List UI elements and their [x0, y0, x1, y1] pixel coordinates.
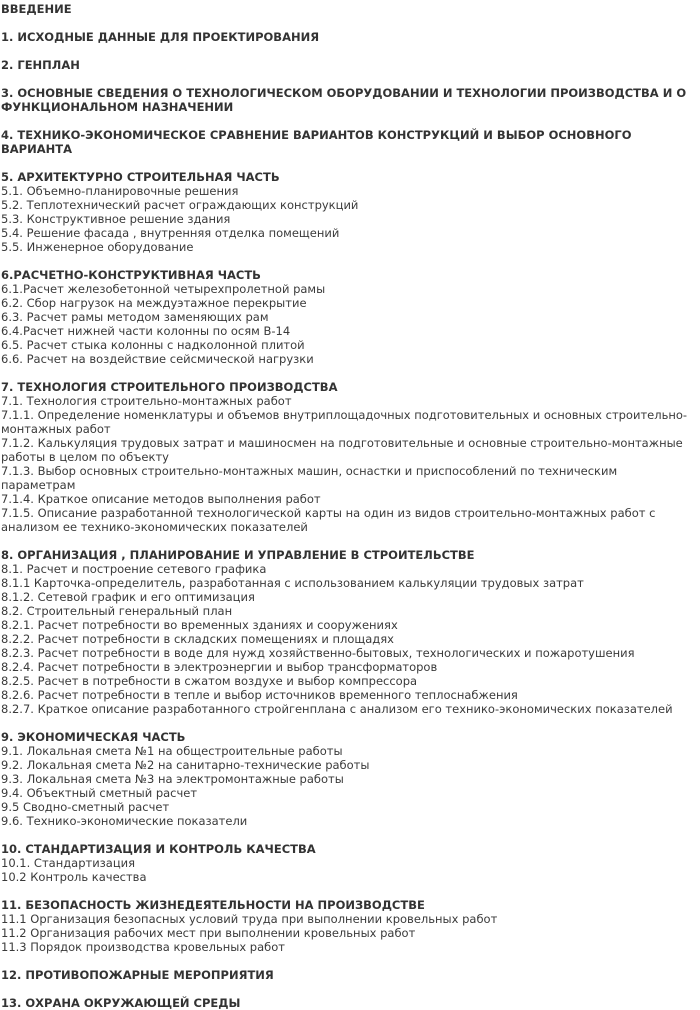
toc-section: [1, 128, 694, 156]
toc-section: [1, 842, 694, 884]
subsection-item: 9.3. Локальная смета №3 на электромонтажные работы: [1, 772, 344, 786]
toc-section: [1, 380, 694, 534]
subsection-item: 7.1.2. Калькуляция трудовых затрат и машиносмен на подготовительные и основные строительно-монтажные работы в целом по объекту: [1, 436, 683, 464]
subsection-item: 8.2.6. Расчет потребности в тепле и выбор источников временного теплоснабжения: [1, 688, 518, 702]
section-heading: 2. ГЕНПЛАН: [1, 58, 80, 72]
toc-section: [1, 58, 694, 72]
section-heading: 10. СТАНДАРТИЗАЦИЯ И КОНТРОЛЬ КАЧЕСТВА: [1, 842, 316, 856]
section-heading: 3. ОСНОВНЫЕ СВЕДЕНИЯ О ТЕХНОЛОГИЧЕСКОМ ОБОРУДОВАНИИ И ТЕХНОЛОГИИ ПРОИЗВОДСТВА И О ФУНКЦИОНАЛЬНОМ НАЗНАЧЕНИИ: [1, 86, 687, 114]
subsection-item: 9.5 Сводно-сметный расчет: [1, 800, 170, 814]
subsection-item: 11.3 Порядок производства кровельных работ: [1, 940, 285, 954]
subsection-item: 11.1 Организация безопасных условий труда при выполнении кровельных работ: [1, 912, 498, 926]
section-heading: 13. ОХРАНА ОКРУЖАЮЩЕЙ СРЕДЫ: [1, 996, 241, 1010]
subsection-item: 9.4. Объектный сметный расчет: [1, 786, 198, 800]
subsection-item: 7.1.3. Выбор основных строительно-монтажных машин, оснастки и приспособлений по техническим параметрам: [1, 464, 618, 492]
subsection-item: 7.1.1. Определение номенклатуры и объемов внутриплощадочных подготовительных и основных строительно-монтажных работ: [1, 408, 688, 436]
subsection-item: 6.4.Расчет нижней части колонны по осям В-14: [1, 324, 291, 338]
subsection-item: 5.4. Решение фасада , внутренняя отделка помещений: [1, 226, 340, 240]
subsection-item: 8.2.5. Расчет в потребности в сжатом воздухе и выбор компрессора: [1, 674, 418, 688]
subsection-item: 6.1.Расчет железобетонной четырехпролетной рамы: [1, 282, 326, 296]
subsection-item: 8.2.2. Расчет потребности в складских помещениях и площадях: [1, 632, 394, 646]
toc-section: [1, 548, 694, 716]
section-heading: 4. ТЕХНИКО-ЭКОНОМИЧЕСКОЕ СРАВНЕНИЕ ВАРИАНТОВ КОНСТРУКЦИЙ И ВЫБОР ОСНОВНОГО ВАРИАНТА: [1, 128, 632, 156]
subsection-item: 8.1. Расчет и построение сетевого графика: [1, 562, 267, 576]
subsection-item: 7.1.5. Описание разработанной технологической карты на один из видов строительно-монтажных работ с анализом ее технико-экономических показателей: [1, 506, 656, 534]
subsection-item: 6.3. Расчет рамы методом заменяющих рам: [1, 310, 269, 324]
subsection-item: 10.1. Стандартизация: [1, 856, 136, 870]
section-heading: 7. ТЕХНОЛОГИЯ СТРОИТЕЛЬНОГО ПРОИЗВОДСТВА: [1, 380, 338, 394]
subsection-item: 9.2. Локальная смета №2 на санитарно-технические работы: [1, 758, 370, 772]
subsection-item: 5.2. Теплотехнический расчет ограждающих конструкций: [1, 198, 359, 212]
toc-section: [1, 730, 694, 828]
subsection-item: 8.2.1. Расчет потребности во временных зданиях и сооружениях: [1, 618, 398, 632]
subsection-item: 9.1. Локальная смета №1 на общестроительные работы: [1, 744, 343, 758]
toc-section: [1, 2, 694, 16]
subsection-item: 9.6. Технико-экономические показатели: [1, 814, 248, 828]
toc-section: [1, 968, 694, 982]
toc-section: [1, 30, 694, 44]
subsection-item: 8.2. Строительный генеральный план: [1, 604, 233, 618]
toc-section: [1, 996, 694, 1010]
section-heading: 1. ИСХОДНЫЕ ДАННЫЕ ДЛЯ ПРОЕКТИРОВАНИЯ: [1, 30, 320, 44]
section-heading: 12. ПРОТИВОПОЖАРНЫЕ МЕРОПРИЯТИЯ: [1, 968, 274, 982]
section-heading: 11. БЕЗОПАСНОСТЬ ЖИЗНЕДЕЯТЕЛЬНОСТИ НА ПРОИЗВОДСТВЕ: [1, 898, 425, 912]
section-heading: 9. ЭКОНОМИЧЕСКАЯ ЧАСТЬ: [1, 730, 186, 744]
toc-section: [1, 170, 694, 254]
subsection-item: 7.1.4. Краткое описание методов выполнения работ: [1, 492, 321, 506]
toc-section: [1, 268, 694, 366]
subsection-item: 8.1.2. Сетевой график и его оптимизация: [1, 590, 255, 604]
subsection-item: 6.6. Расчет на воздействие сейсмической нагрузки: [1, 352, 314, 366]
subsection-item: 5.5. Инженерное оборудование: [1, 240, 194, 254]
subsection-item: 5.1. Объемно-планировочные решения: [1, 184, 239, 198]
section-heading: 5. АРХИТЕКТУРНО СТРОИТЕЛЬНАЯ ЧАСТЬ: [1, 170, 280, 184]
section-heading: ВВЕДЕНИЕ: [1, 2, 72, 16]
subsection-item: 8.1.1 Карточка-определитель, разработанная с использованием калькуляции трудовых затрат: [1, 576, 584, 590]
subsection-item: 11.2 Организация рабочих мест при выполнении кровельных работ: [1, 926, 416, 940]
subsection-item: 6.5. Расчет стыка колонны с надколонной плитой: [1, 338, 305, 352]
subsection-item: 8.2.7. Краткое описание разработанного стройгенплана с анализом его технико-экономических показателей: [1, 702, 673, 716]
subsection-item: 6.2. Сбор нагрузок на междуэтажное перекрытие: [1, 296, 307, 310]
toc-section: [1, 898, 694, 954]
subsection-item: 8.2.3. Расчет потребности в воде для нужд хозяйственно-бытовых, технологических и пожаротушения: [1, 646, 635, 660]
section-heading: 8. ОРГАНИЗАЦИЯ , ПЛАНИРОВАНИЕ И УПРАВЛЕНИЕ В СТРОИТЕЛЬСТВЕ: [1, 548, 475, 562]
section-heading: 6.РАСЧЕТНО-КОНСТРУКТИВНАЯ ЧАСТЬ: [1, 268, 261, 282]
subsection-item: 5.3. Конструктивное решение здания: [1, 212, 231, 226]
toc-section: [1, 86, 694, 114]
subsection-item: 7.1. Технология строительно-монтажных работ: [1, 394, 292, 408]
subsection-item: 8.2.4. Расчет потребности в электроэнергии и выбор трансформаторов: [1, 660, 438, 674]
subsection-item: 10.2 Контроль качества: [1, 870, 147, 884]
